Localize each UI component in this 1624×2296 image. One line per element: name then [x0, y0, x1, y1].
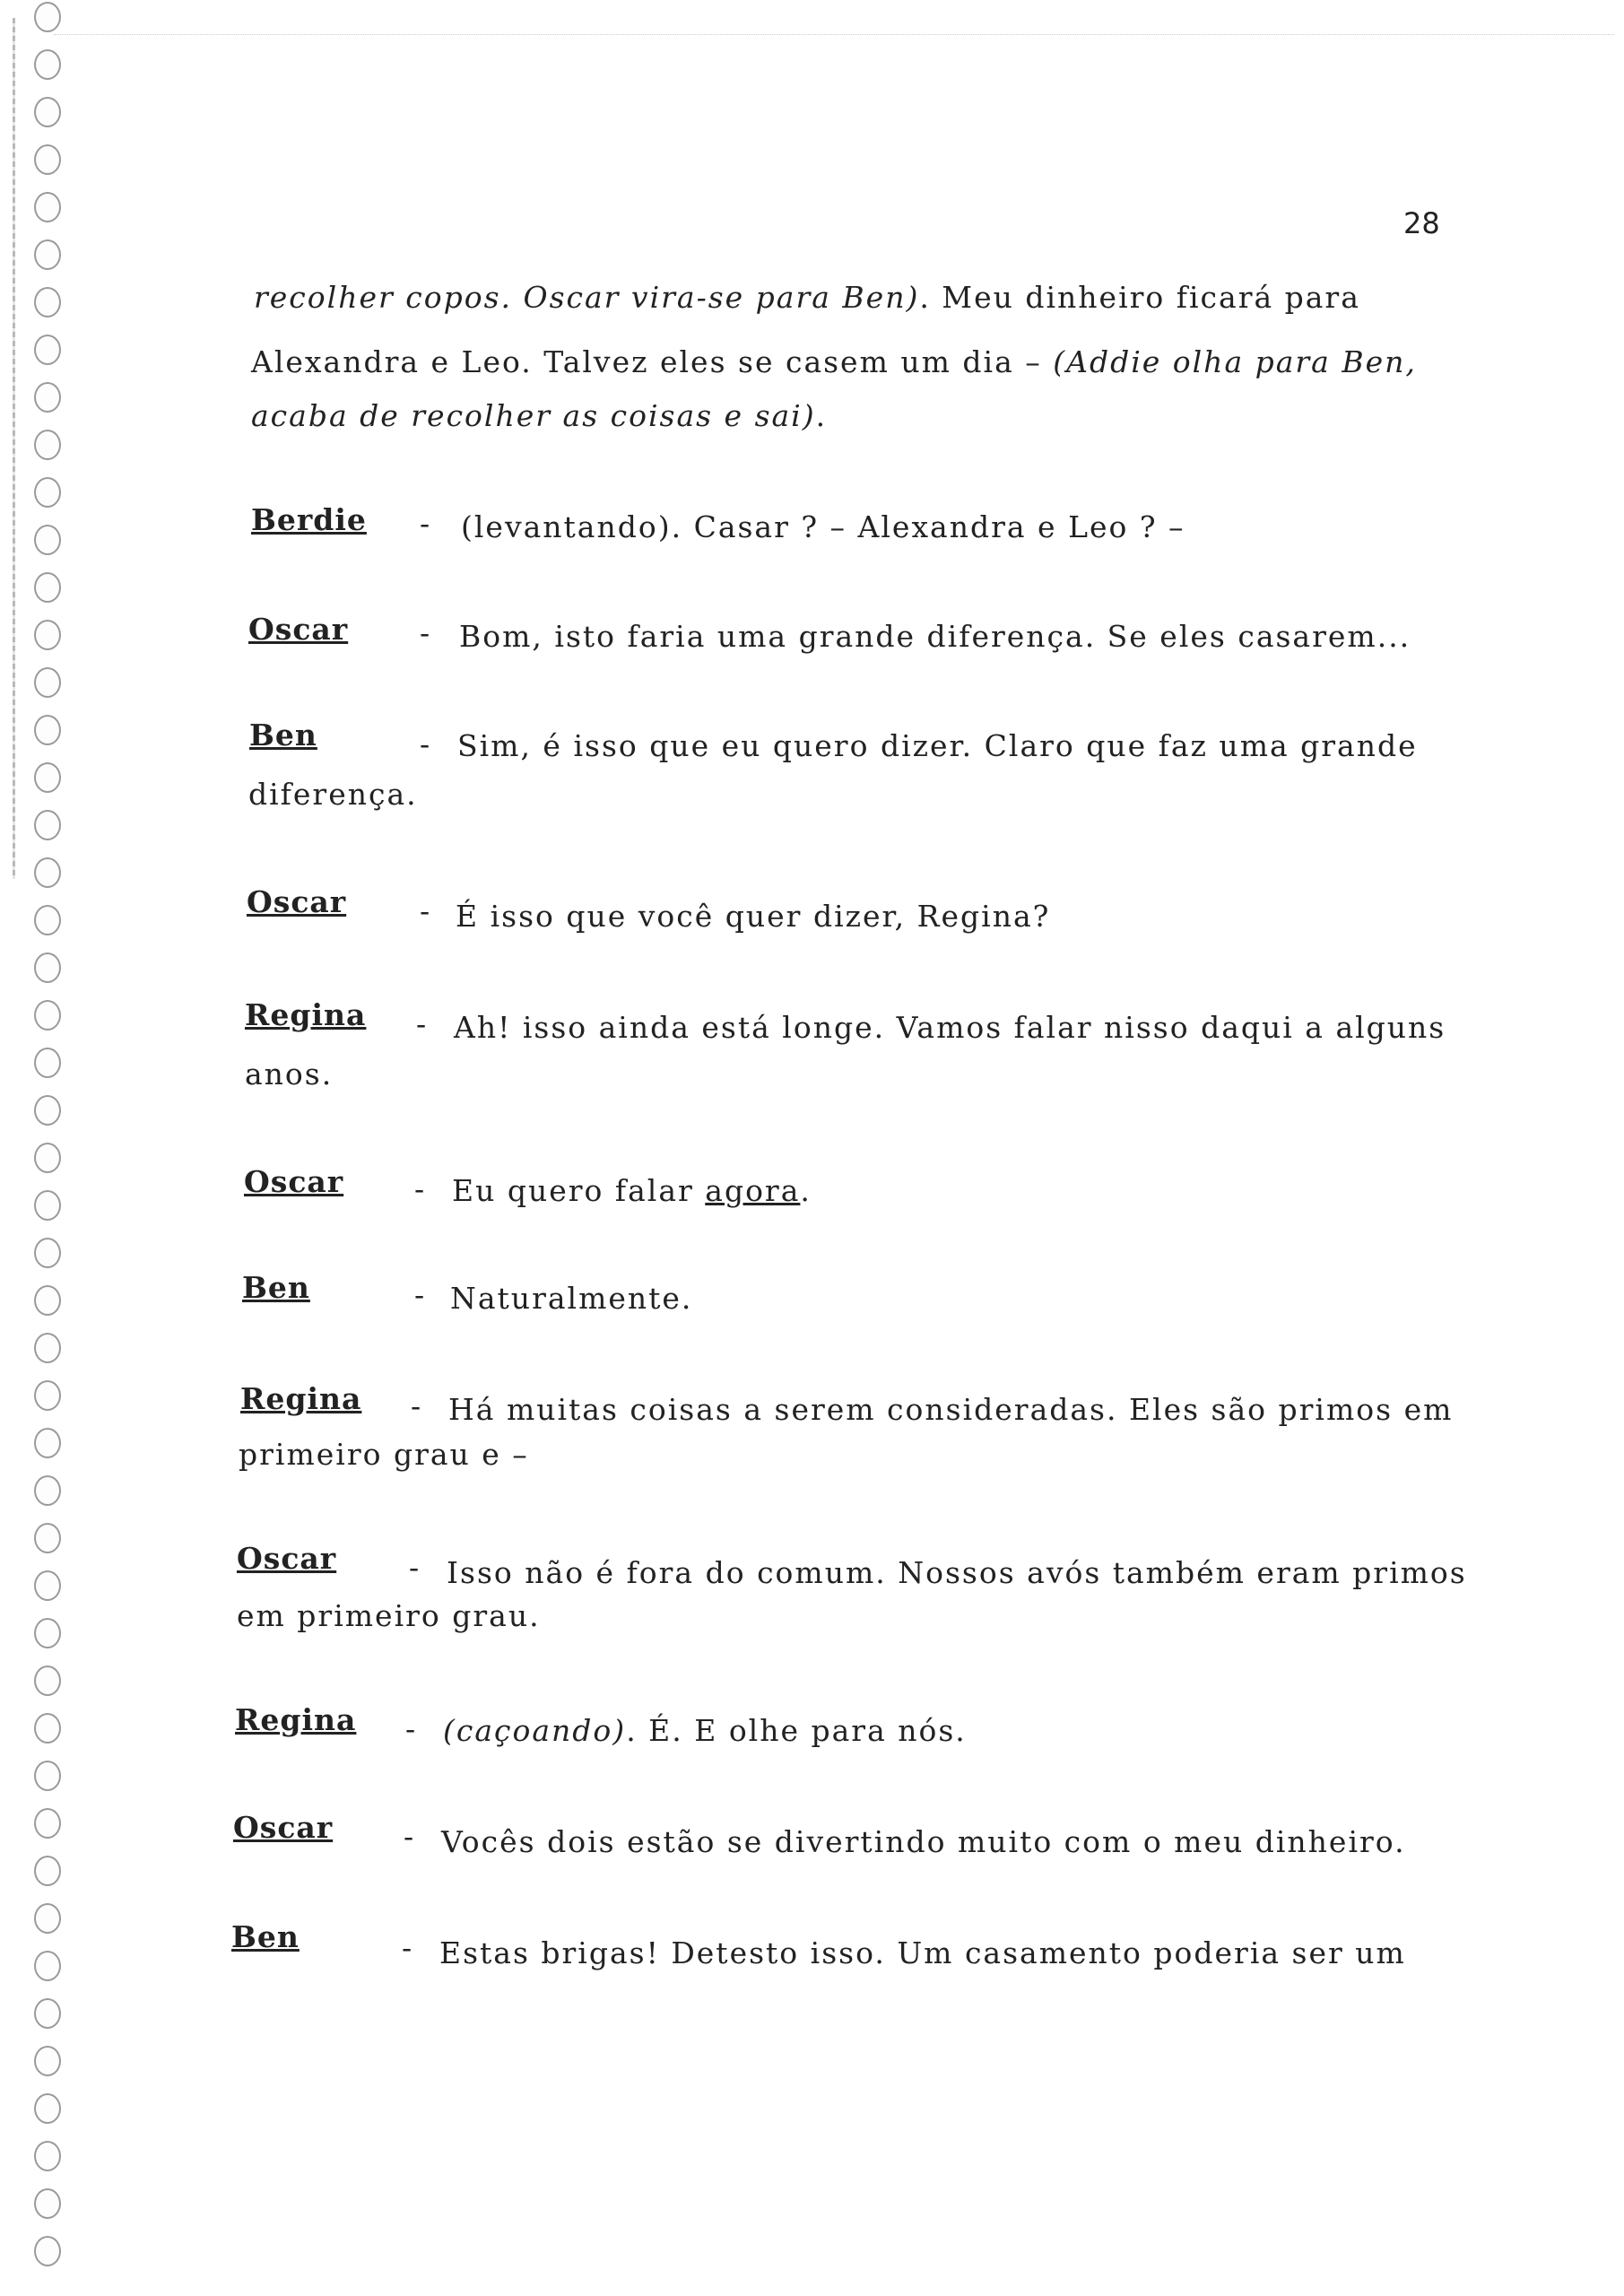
dialogue-line-pre: Eu quero falar [452, 1173, 706, 1208]
dialogue-dash: - [411, 1388, 421, 1423]
dialogue-continuation: em primeiro grau. [237, 1598, 541, 1633]
speaker-name: Berdie [251, 502, 367, 537]
binding-hole [34, 1523, 61, 1553]
binding-hole [34, 2093, 61, 2124]
binding-hole [34, 1998, 61, 2029]
dialogue-line [452, 1173, 812, 1208]
binding-hole [34, 1713, 61, 1744]
dialogue-dash: - [414, 1171, 425, 1206]
binding-hole [34, 667, 61, 698]
binding-hole [34, 905, 61, 935]
intro-line-2-italic: (Addie olha para Ben, [1053, 344, 1417, 379]
speaker-name: Regina [245, 997, 367, 1032]
dialogue-line: Vocês dois estão se divertindo muito com o meu dinheiro. [441, 1824, 1406, 1859]
dialogue-line-post: . [800, 1173, 812, 1208]
dialogue-dash: - [420, 726, 430, 761]
dialogue-continuation: anos. [245, 1057, 334, 1091]
top-rule [54, 34, 1614, 35]
binding-hole [34, 1475, 61, 1506]
binding-hole [34, 1380, 61, 1411]
speaker-name: Oscar [244, 1164, 344, 1199]
dialogue-dash: - [420, 615, 430, 650]
dialogue-dash: - [405, 1711, 416, 1746]
binding-hole [34, 2046, 61, 2076]
binding-hole [34, 1808, 61, 1839]
binding-hole [34, 1095, 61, 1126]
binding-hole [34, 1618, 61, 1648]
dialogue-line: (levantando). Casar ? – Alexandra e Leo ? – [461, 509, 1185, 544]
binding-hole [34, 1048, 61, 1078]
binding-hole [34, 49, 61, 80]
binding-hole [34, 1856, 61, 1886]
binding-hole [34, 952, 61, 983]
speaker-name: Oscar [248, 612, 349, 647]
dialogue-dash: - [404, 1819, 414, 1854]
binding-hole [34, 1285, 61, 1316]
page-number: 28 [1403, 206, 1440, 240]
dialogue-line: Há muitas coisas a serem consideradas. Eles são primos em [448, 1392, 1454, 1427]
binding-hole [34, 1190, 61, 1221]
dialogue-dash: - [420, 893, 430, 928]
binding-hole [34, 1761, 61, 1791]
dialogue-continuation: diferença. [248, 777, 418, 812]
intro-line-3 [251, 398, 827, 433]
binding-hole [34, 2188, 61, 2219]
binding-hole [34, 97, 61, 127]
speaker-name: Regina [235, 1702, 357, 1737]
binding-hole [34, 144, 61, 175]
speaker-name: Oscar [237, 1541, 337, 1576]
binding-hole [34, 1333, 61, 1363]
binding-hole [34, 810, 61, 840]
speaker-name: Ben [249, 718, 317, 752]
speaker-name: Regina [240, 1381, 362, 1416]
binding-hole [34, 1143, 61, 1173]
dialogue-line-post: . É. E olhe para nós. [626, 1713, 967, 1748]
binding-hole [34, 2141, 61, 2171]
binding-hole [34, 192, 61, 222]
dialogue-dash: - [409, 1550, 420, 1585]
intro-line-1-italic: recolher copos. Oscar vira-se para Ben) [254, 280, 920, 315]
dialogue-line: Naturalmente. [450, 1281, 693, 1316]
speaker-name: Oscar [233, 1810, 334, 1845]
binding-hole [34, 762, 61, 793]
dialogue-continuation: primeiro grau e – [239, 1437, 529, 1472]
intro-line-3-text: . [815, 398, 828, 433]
binding-hole [34, 2236, 61, 2266]
binding-hole [34, 430, 61, 460]
binding-hole [34, 525, 61, 555]
dialogue-dash: - [416, 1006, 427, 1041]
speaker-name: Oscar [247, 884, 347, 919]
dialogue-line: É isso que você quer dizer, Regina? [456, 899, 1051, 934]
binding-hole [34, 620, 61, 650]
binding-hole [34, 715, 61, 745]
binding-hole [34, 1000, 61, 1031]
binding-hole [34, 1428, 61, 1458]
binding-hole [34, 1665, 61, 1696]
binding-hole [34, 1951, 61, 1981]
dialogue-line [443, 1713, 967, 1748]
speaker-name: Ben [242, 1270, 310, 1305]
dialogue-dash: - [402, 1930, 413, 1965]
binding-hole [34, 239, 61, 270]
intro-line-1-text: . Meu dinheiro ficará para [919, 280, 1360, 315]
binding-edge [13, 18, 15, 879]
speaker-name: Ben [231, 1919, 300, 1954]
intro-line-3-italic: acaba de recolher as coisas e sai) [251, 398, 816, 433]
binding-hole [34, 382, 61, 413]
intro-line-1 [254, 280, 1360, 315]
binding-hole [34, 572, 61, 603]
binding-holes [34, 0, 74, 2296]
binding-hole [34, 335, 61, 365]
dialogue-dash: - [414, 1277, 425, 1312]
stage-direction-italic: (caçoando) [443, 1713, 627, 1748]
intro-line-2-text: Alexandra e Leo. Talvez eles se casem um dia – [251, 344, 1054, 379]
binding-hole [34, 1238, 61, 1268]
binding-hole [34, 857, 61, 888]
dialogue-dash: - [420, 506, 430, 541]
binding-hole [34, 477, 61, 508]
dialogue-line: Isso não é fora do comum. Nossos avós também eram primos [447, 1555, 1467, 1590]
binding-hole [34, 287, 61, 317]
dialogue-line: Ah! isso ainda está longe. Vamos falar nisso daqui a alguns [454, 1010, 1446, 1045]
intro-line-2 [251, 344, 1417, 379]
dialogue-line: Estas brigas! Detesto isso. Um casamento poderia ser um [439, 1935, 1406, 1970]
binding-hole [34, 1570, 61, 1601]
emphasized-word: agora [705, 1173, 801, 1208]
dialogue-line: Sim, é isso que eu quero dizer. Claro que faz uma grande [457, 728, 1418, 763]
binding-hole [34, 1903, 61, 1934]
dialogue-line: Bom, isto faria uma grande diferença. Se eles casarem... [459, 619, 1411, 654]
binding-hole [34, 2, 61, 32]
